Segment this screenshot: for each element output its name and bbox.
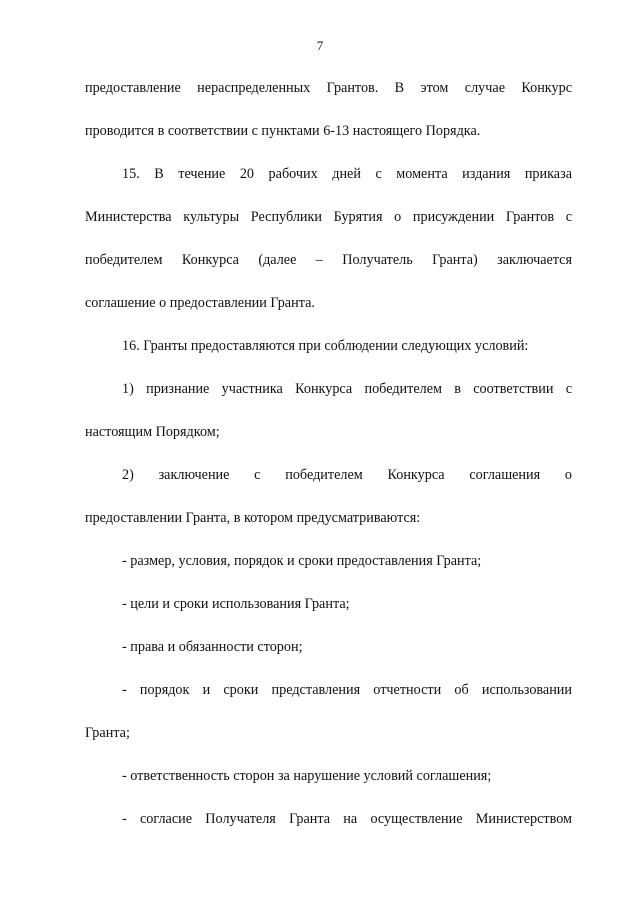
text-line: предоставление нераспределенных Грантов. В этом случае Конкурс xyxy=(85,80,572,96)
list-item: - размер, условия, порядок и сроки предоставления Гранта; xyxy=(122,553,482,569)
text-line: предоставлении Гранта, в котором предусматриваются: xyxy=(85,510,421,526)
list-item: - порядок и сроки представления отчетности об использовании xyxy=(122,682,572,698)
condition-2-line: 2) заключение с победителем Конкурса соглашения о xyxy=(122,467,572,483)
paragraph-15-line: 15. В течение 20 рабочих дней с момента издания приказа xyxy=(122,166,572,182)
condition-1-line: 1) признание участника Конкурса победителем в соответствии с xyxy=(122,381,572,397)
text-line: победителем Конкурса (далее – Получатель Гранта) заключается xyxy=(85,252,572,268)
list-item: - цели и сроки использования Гранта; xyxy=(122,596,350,612)
text-line: Гранта; xyxy=(85,725,130,741)
list-item: - ответственность сторон за нарушение условий соглашения; xyxy=(122,768,492,784)
list-item: - права и обязанности сторон; xyxy=(122,639,303,655)
text-line: проводится в соответствии с пунктами 6-13 настоящего Порядка. xyxy=(85,123,481,139)
page-number: 7 xyxy=(316,38,324,53)
list-item: - согласие Получателя Гранта на осуществление Министерством xyxy=(122,811,572,827)
text-line: Министерства культуры Республики Бурятия о присуждении Грантов с xyxy=(85,209,572,225)
text-line: настоящим Порядком; xyxy=(85,424,220,440)
text-line: соглашение о предоставлении Гранта. xyxy=(85,295,315,311)
paragraph-16-line: 16. Гранты предоставляются при соблюдении следующих условий: xyxy=(122,338,529,354)
